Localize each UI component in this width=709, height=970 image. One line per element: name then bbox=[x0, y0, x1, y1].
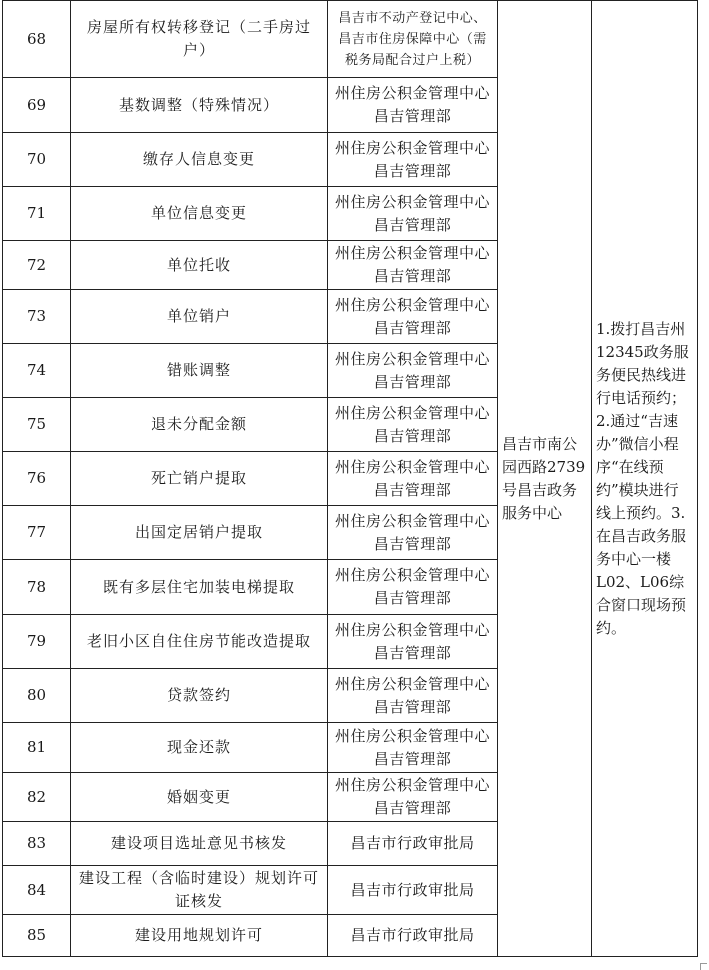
service-item: 错账调整 bbox=[71, 344, 328, 398]
service-item: 现金还款 bbox=[71, 723, 328, 773]
responsible-department: 州住房公积金管理中心昌吉管理部 bbox=[328, 506, 498, 560]
service-item: 死亡销户提取 bbox=[71, 452, 328, 506]
responsible-department: 州住房公积金管理中心昌吉管理部 bbox=[328, 290, 498, 344]
row-number: 85 bbox=[3, 915, 71, 957]
service-item: 既有多层住宅加装电梯提取 bbox=[71, 560, 328, 615]
appointment-method-text: 1.拨打昌吉州12345政务服务便民热线进行电话预约；2.通过“吉速办”微信小程序“在线预约”模块进行线上预约。3.在昌吉政务服务中心一楼L02、L06综合窗口现场预约。 bbox=[596, 319, 689, 637]
row-number: 75 bbox=[3, 398, 71, 452]
page-corner-mark bbox=[700, 963, 707, 970]
row-number: 79 bbox=[3, 615, 71, 669]
service-item: 退未分配金额 bbox=[71, 398, 328, 452]
row-number: 68 bbox=[3, 1, 71, 78]
row-number: 81 bbox=[3, 723, 71, 773]
service-address bbox=[498, 1, 592, 957]
row-number: 70 bbox=[3, 133, 71, 187]
row-number: 69 bbox=[3, 78, 71, 133]
row-number: 74 bbox=[3, 344, 71, 398]
service-item: 贷款签约 bbox=[71, 669, 328, 723]
service-item: 单位信息变更 bbox=[71, 187, 328, 241]
responsible-department: 州住房公积金管理中心昌吉管理部 bbox=[328, 615, 498, 669]
responsible-department: 州住房公积金管理中心昌吉管理部 bbox=[328, 344, 498, 398]
responsible-department: 昌吉市行政审批局 bbox=[328, 822, 498, 866]
service-item: 单位销户 bbox=[71, 290, 328, 344]
responsible-department: 州住房公积金管理中心昌吉管理部 bbox=[328, 773, 498, 822]
service-item: 基数调整（特殊情况） bbox=[71, 78, 328, 133]
responsible-department: 州住房公积金管理中心昌吉管理部 bbox=[328, 398, 498, 452]
table-row bbox=[3, 1, 698, 78]
service-item: 建设用地规划许可 bbox=[71, 915, 328, 957]
service-item: 房屋所有权转移登记（二手房过户） bbox=[71, 1, 328, 78]
row-number: 78 bbox=[3, 560, 71, 615]
responsible-department: 昌吉市行政审批局 bbox=[328, 866, 498, 915]
row-number: 82 bbox=[3, 773, 71, 822]
row-number: 71 bbox=[3, 187, 71, 241]
responsible-department: 州住房公积金管理中心昌吉管理部 bbox=[328, 187, 498, 241]
service-address-text: 昌吉市南公园西路2739号昌吉政务服务中心 bbox=[502, 434, 586, 522]
row-number: 72 bbox=[3, 241, 71, 290]
responsible-department: 州住房公积金管理中心昌吉管理部 bbox=[328, 669, 498, 723]
responsible-department: 昌吉市行政审批局 bbox=[328, 915, 498, 957]
service-item: 婚姻变更 bbox=[71, 773, 328, 822]
row-number: 83 bbox=[3, 822, 71, 866]
service-item: 出国定居销户提取 bbox=[71, 506, 328, 560]
appointment-table bbox=[2, 0, 698, 957]
row-number: 76 bbox=[3, 452, 71, 506]
responsible-department: 州住房公积金管理中心昌吉管理部 bbox=[328, 560, 498, 615]
row-number: 80 bbox=[3, 669, 71, 723]
row-number: 77 bbox=[3, 506, 71, 560]
service-item: 老旧小区自住住房节能改造提取 bbox=[71, 615, 328, 669]
appointment-method bbox=[592, 1, 698, 957]
responsible-department: 州住房公积金管理中心昌吉管理部 bbox=[328, 241, 498, 290]
row-number: 84 bbox=[3, 866, 71, 915]
service-item: 建设项目选址意见书核发 bbox=[71, 822, 328, 866]
service-item: 单位托收 bbox=[71, 241, 328, 290]
responsible-department: 昌吉市不动产登记中心、昌吉市住房保障中心（需税务局配合过户上税） bbox=[328, 1, 498, 78]
responsible-department: 州住房公积金管理中心昌吉管理部 bbox=[328, 133, 498, 187]
row-number: 73 bbox=[3, 290, 71, 344]
service-item: 缴存人信息变更 bbox=[71, 133, 328, 187]
responsible-department: 州住房公积金管理中心昌吉管理部 bbox=[328, 78, 498, 133]
responsible-department: 州住房公积金管理中心昌吉管理部 bbox=[328, 452, 498, 506]
service-item: 建设工程（含临时建设）规划许可证核发 bbox=[71, 866, 328, 915]
responsible-department: 州住房公积金管理中心昌吉管理部 bbox=[328, 723, 498, 773]
